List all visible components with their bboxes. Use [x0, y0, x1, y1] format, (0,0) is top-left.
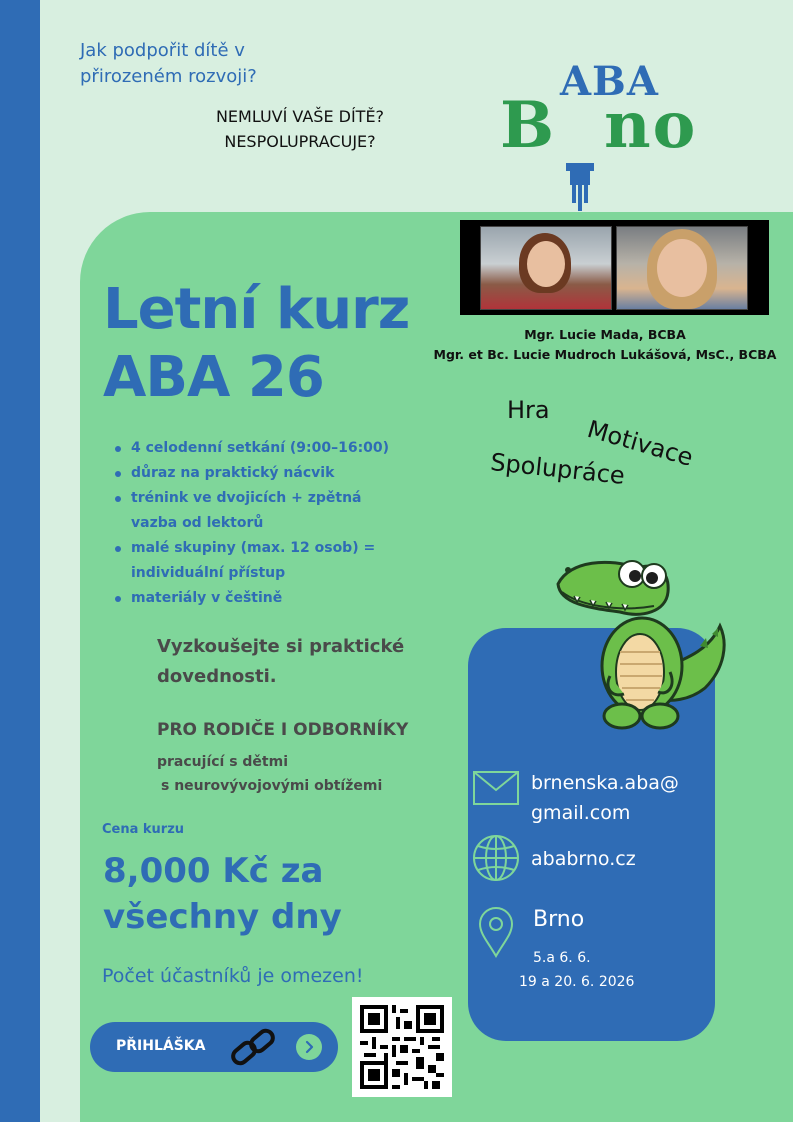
lecturer-photo-strip [460, 220, 769, 315]
feature-item: malé skupiny (max. 12 osob) = individuální přístup [112, 536, 412, 586]
question-1: NEMLUVÍ VAŠE DÍTĚ? [215, 107, 385, 126]
globe-icon [472, 834, 520, 886]
dates-line-1: 5.a 6. 6. [533, 950, 591, 966]
signup-qr-code[interactable] [352, 997, 452, 1097]
tagline-line-1: Jak podpořit dítě v [80, 40, 245, 61]
question-2: NESPOLUPRACUJE? [224, 132, 376, 151]
aba-brno-logo [500, 58, 710, 163]
dates-line-2: 19 a 20. 6. 2026 [519, 974, 635, 990]
tagline-line-2: přirozeném rozvoji? [80, 66, 257, 87]
audience-heading: PRO RODIČE I ODBORNÍKY [157, 720, 409, 740]
feature-item: materiály v češtině [112, 586, 412, 611]
keyword-spoluprace: Spolupráce [489, 448, 627, 490]
audience-sub-line-2: s neurovývojovými obtížemi [161, 778, 383, 794]
logo-brno-text [500, 88, 697, 163]
contact-email[interactable] [531, 768, 679, 828]
email-line-1: brnenska.aba@ [531, 772, 679, 794]
price-label: Cena kurzu [102, 822, 185, 837]
price-line-1: 8,000 Kč za [103, 851, 324, 891]
logo-aba-text: ABA [560, 58, 659, 105]
course-title-line-2: ABA 26 [103, 345, 324, 410]
lecturer-photo-1 [480, 226, 612, 310]
signup-label: PŘIHLÁŠKA [116, 1038, 206, 1054]
lecturer-name-2: Mgr. et Bc. Lucie Mudroch Lukášová, MsC., BCBA [433, 347, 777, 362]
link-icon [228, 1024, 278, 1074]
contact-website[interactable]: ababrno.cz [531, 848, 636, 870]
email-line-2: gmail.com [531, 802, 631, 824]
arrow-right-icon [296, 1034, 322, 1060]
signup-button[interactable] [90, 1022, 338, 1072]
crocodile-mascot-illustration [550, 548, 740, 742]
audience-sub-line-1: pracující s dětmi [157, 754, 289, 770]
tagline [80, 38, 340, 90]
questions [190, 104, 410, 154]
price-line-2: všechny dny [103, 897, 342, 937]
price-value [103, 848, 403, 940]
keyword-hra: Hra [507, 396, 550, 424]
left-stripe [0, 0, 40, 1122]
lecturer-name-1: Mgr. Lucie Mada, BCBA [524, 327, 686, 342]
lecturer-names [420, 325, 790, 365]
course-title-line-1: Letní kurz [103, 277, 410, 342]
feature-item: důraz na praktický nácvik [112, 461, 412, 486]
contact-city: Brno [533, 907, 585, 932]
course-dates [519, 946, 634, 994]
location-pin-icon [478, 906, 514, 962]
feature-item: 4 celodenní setkání (9:00–16:00) [112, 436, 412, 461]
logo-no: no [604, 88, 698, 163]
logo-b: B [500, 88, 557, 163]
feature-list [112, 436, 412, 611]
audience-subtext [157, 750, 382, 798]
keyword-motivace: Motivace [584, 415, 697, 472]
try-skills-text: Vyzkoušejte si praktické dovednosti. [157, 636, 405, 687]
limited-capacity-note: Počet účastníků je omezen! [102, 965, 364, 987]
feature-item: trénink ve dvojicích + zpětná vazba od lektorů [112, 486, 412, 536]
course-title [103, 276, 463, 412]
mail-icon [472, 768, 520, 812]
lecturer-photo-2 [616, 226, 748, 310]
